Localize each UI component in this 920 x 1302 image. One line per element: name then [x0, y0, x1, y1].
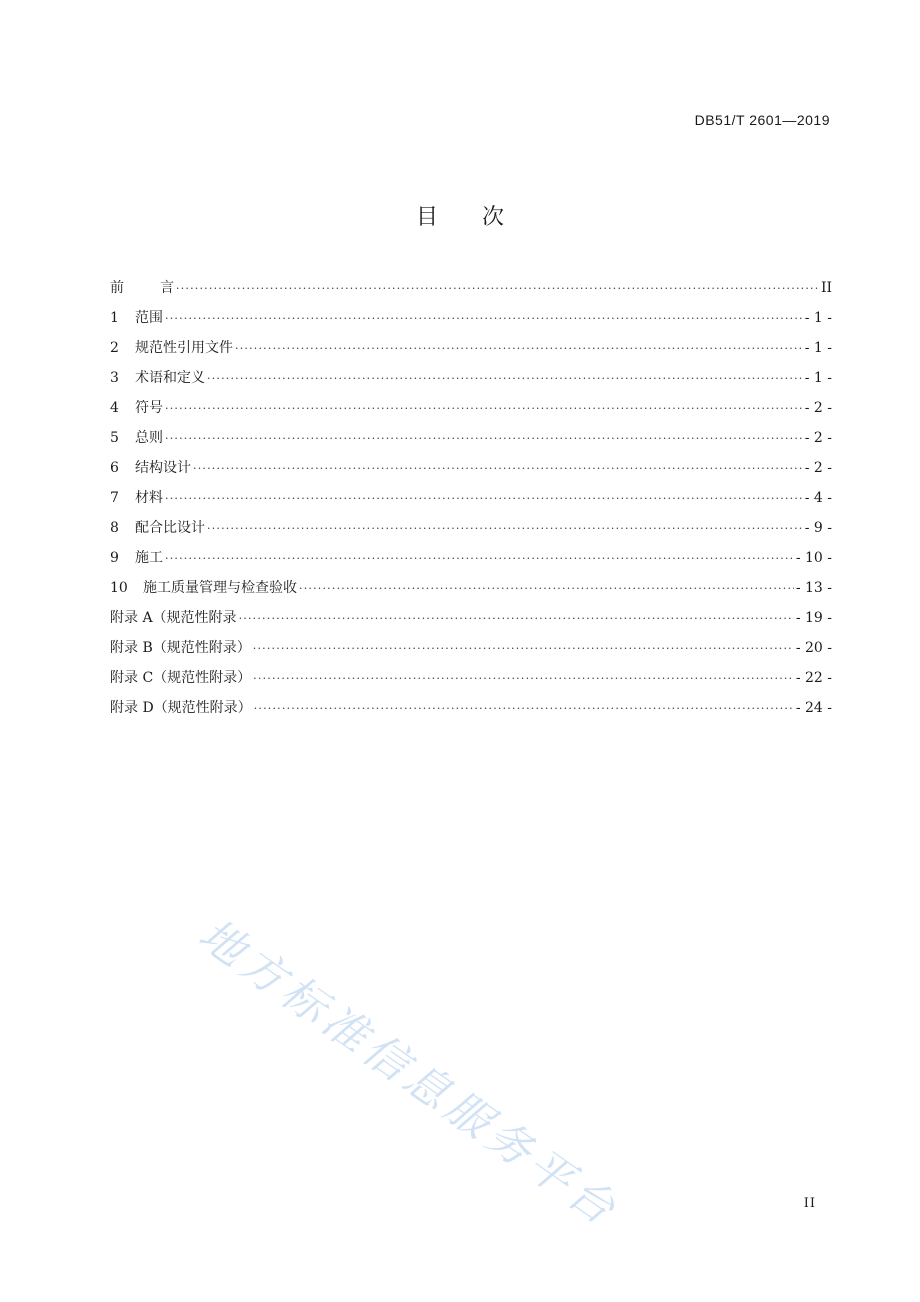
toc-section-number: 6 [110, 460, 119, 476]
toc-section-number: 7 [110, 490, 119, 506]
toc-section-number: 4 [110, 400, 119, 416]
toc-entry-label [110, 333, 233, 363]
dot-leader [254, 694, 794, 724]
table-of-contents [110, 273, 832, 723]
toc-entry-appendix-a[interactable] [110, 603, 832, 633]
dot-leader [176, 274, 819, 304]
toc-entry-label: 附录 C（规范性附录） [110, 670, 252, 686]
toc-entry-appendix-d[interactable] [110, 693, 832, 723]
toc-section-number: 1 [110, 310, 119, 326]
toc-entry-label: 附录 A（规范性附录 [110, 610, 237, 626]
toc-entry-label [110, 513, 205, 543]
page-title [0, 200, 920, 231]
toc-section-title: 术语和定义 [135, 370, 205, 386]
dot-leader [165, 304, 803, 334]
toc-page-number: - 1 - [804, 310, 832, 326]
toc-page-number: - 13 - [795, 580, 832, 596]
toc-entry-7[interactable] [110, 483, 832, 513]
title-char-2: 次 [482, 205, 505, 230]
toc-section-number: 3 [110, 370, 119, 386]
watermark: 地方标准信息服务平台 [189, 909, 629, 1238]
toc-entry-label [110, 303, 163, 333]
title-char-1: 目 [415, 205, 438, 230]
toc-section-number: 8 [110, 520, 119, 536]
toc-section-title: 规范性引用文件 [135, 340, 233, 356]
toc-page-number: - 4 - [804, 490, 832, 506]
toc-entry-3[interactable] [110, 363, 832, 393]
toc-section-number: 2 [110, 340, 119, 356]
toc-page-number: - 10 - [795, 550, 832, 566]
dot-leader [253, 634, 794, 664]
toc-entry-label [110, 273, 174, 303]
toc-page-number: II [820, 280, 832, 296]
toc-entry-label: 附录 D（规范性附录） [110, 700, 252, 716]
toc-section-number: 10 [110, 580, 128, 596]
toc-page-number: - 24 - [795, 700, 832, 716]
toc-section-title: 结构设计 [135, 460, 191, 476]
toc-entry-label: 附录 B（规范性附录） [110, 640, 251, 656]
standard-code: DB51/T 2601—2019 [694, 112, 830, 128]
toc-section-title: 配合比设计 [135, 520, 205, 536]
toc-page-number: - 22 - [795, 670, 832, 686]
toc-entry-label [110, 573, 297, 603]
toc-page-number: - 19 - [795, 610, 832, 626]
toc-section-title: 施工质量管理与检查验收 [143, 580, 297, 596]
toc-entry-10[interactable] [110, 573, 832, 603]
toc-section-number: 9 [110, 550, 119, 566]
toc-page-number: - 1 - [804, 370, 832, 386]
toc-page-number: - 1 - [804, 340, 832, 356]
toc-entry-label [110, 543, 163, 573]
toc-section-title: 施工 [135, 550, 163, 566]
toc-entry-label [110, 453, 191, 483]
dot-leader [207, 514, 803, 544]
dot-leader [299, 574, 794, 604]
dot-leader [165, 424, 803, 454]
toc-entry-label [110, 393, 163, 423]
toc-entry-2[interactable] [110, 333, 832, 363]
toc-entry-4[interactable] [110, 393, 832, 423]
toc-entry-label [110, 423, 163, 453]
dot-leader [165, 394, 803, 424]
toc-entry-appendix-c[interactable] [110, 663, 832, 693]
toc-entry-preface[interactable] [110, 273, 832, 303]
toc-page-number: - 9 - [804, 520, 832, 536]
toc-entry-label [110, 363, 205, 393]
toc-entry-8[interactable] [110, 513, 832, 543]
toc-entry-9[interactable] [110, 543, 832, 573]
toc-page-number: - 2 - [804, 460, 832, 476]
toc-entry-1[interactable] [110, 303, 832, 333]
dot-leader [165, 484, 803, 514]
toc-entry-label [110, 483, 163, 513]
toc-section-title: 材料 [135, 490, 163, 506]
toc-page-number: - 2 - [804, 400, 832, 416]
toc-entry-5[interactable] [110, 423, 832, 453]
toc-section-number: 5 [110, 430, 119, 446]
dot-leader [193, 454, 803, 484]
toc-section-title: 总则 [135, 430, 163, 446]
dot-leader [235, 334, 803, 364]
toc-entry-appendix-b[interactable] [110, 633, 832, 663]
page-number: II [803, 1196, 816, 1211]
toc-label-part-1: 前 [110, 280, 124, 296]
toc-section-title: 范围 [135, 310, 163, 326]
dot-leader [207, 364, 803, 394]
toc-entry-6[interactable] [110, 453, 832, 483]
dot-leader [253, 664, 794, 694]
toc-page-number: - 20 - [795, 640, 832, 656]
toc-page-number: - 2 - [804, 430, 832, 446]
dot-leader [239, 604, 794, 634]
dot-leader [165, 544, 794, 574]
toc-label-part-2: 言 [160, 280, 174, 296]
toc-section-title: 符号 [135, 400, 163, 416]
